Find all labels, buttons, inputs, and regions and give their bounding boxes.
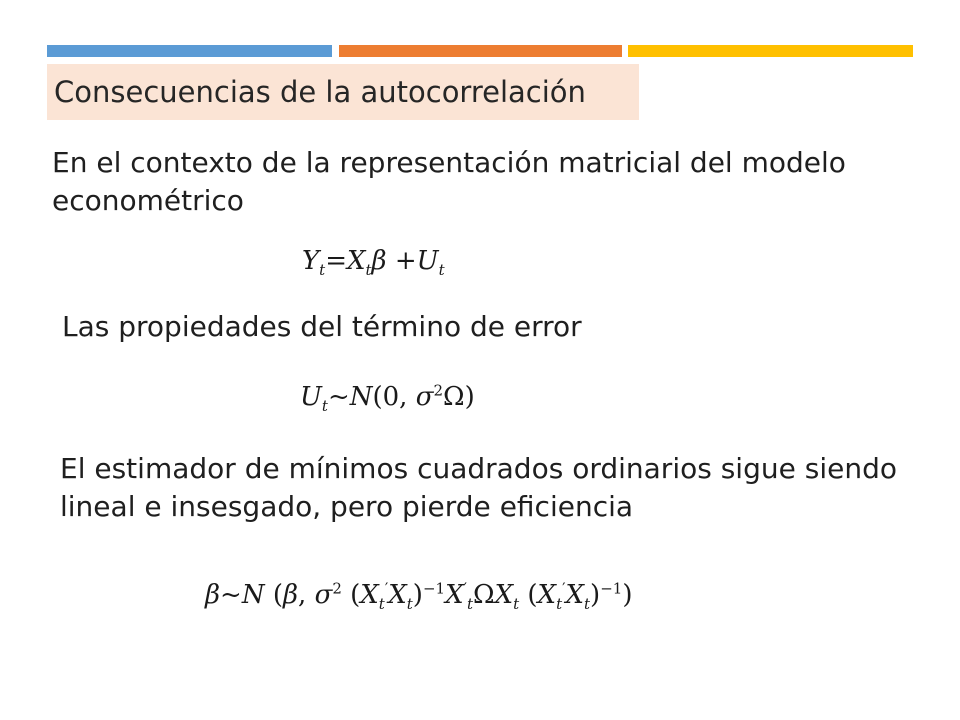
estimator-distribution-equation: β~N (β, $\sigma^2$ $(X_t'X_t)^{-1}X'_t\Omega X_t$ $(X_t'X_t)^{-1}$) (205, 579, 633, 614)
context-paragraph: En el contexto de la representación matricial del modelo econométrico (52, 146, 846, 217)
accent-bar-orange (339, 45, 622, 57)
estimator-paragraph: El estimador de mínimos cuadrados ordinarios sigue siendo lineal e insesgado, pero pierde eficiencia (60, 452, 897, 523)
slide-title: Consecuencias de la autocorrelación (54, 75, 586, 109)
accent-bar-yellow (628, 45, 913, 57)
slide-title-box (47, 64, 639, 120)
model-equation: $Y_t=X_t\beta +U_t$ (302, 246, 445, 280)
error-distribution-equation: $U_t\sim N(0$, $\sigma^2\Omega$) (300, 381, 475, 416)
accent-bar-blue (47, 45, 332, 57)
error-properties-paragraph: Las propiedades del término de error (62, 310, 582, 343)
